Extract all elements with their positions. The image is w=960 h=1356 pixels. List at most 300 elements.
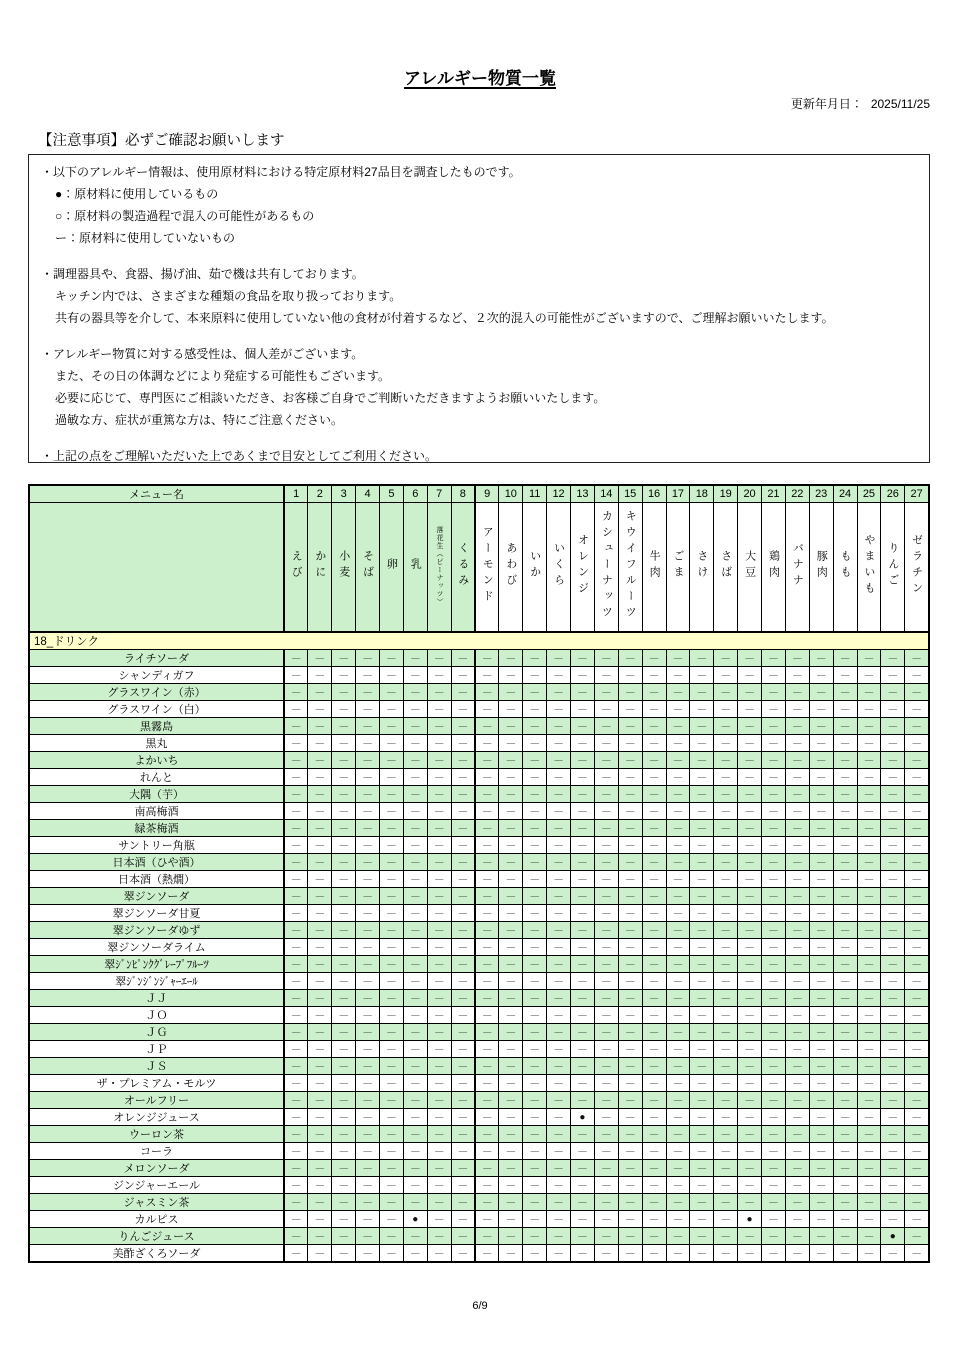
column-number-10: 10 <box>499 485 523 503</box>
allergen-name-13: オレンジ <box>571 503 595 633</box>
allergen-mark-none: － <box>738 990 762 1007</box>
allergen-mark-none: － <box>475 1126 499 1143</box>
allergen-mark-none: － <box>881 786 905 803</box>
allergen-mark-none: － <box>833 1160 857 1177</box>
allergen-mark-none: － <box>427 1041 451 1058</box>
allergen-mark-none: － <box>523 871 547 888</box>
allergen-mark-none: － <box>857 837 881 854</box>
allergen-mark-none: － <box>356 1194 380 1211</box>
allergen-mark-none: － <box>762 1058 786 1075</box>
allergen-mark-none: － <box>308 888 332 905</box>
allergen-mark-none: － <box>905 1245 929 1263</box>
allergen-mark-none: － <box>785 1041 809 1058</box>
allergen-mark-none: － <box>332 973 356 990</box>
allergen-mark-none: － <box>547 684 571 701</box>
allergen-mark-none: － <box>881 1143 905 1160</box>
allergen-mark-none: － <box>690 1007 714 1024</box>
allergen-mark-none: － <box>380 1228 404 1245</box>
menu-name-cell: ウーロン茶 <box>29 1126 284 1143</box>
allergen-mark-none: － <box>666 1211 690 1228</box>
allergen-name-16: 牛肉 <box>642 503 666 633</box>
allergen-mark-none: － <box>738 735 762 752</box>
menu-name-cell: 翠ジンソーダゆず <box>29 922 284 939</box>
allergen-mark-none: － <box>427 1126 451 1143</box>
allergen-mark-none: － <box>499 769 523 786</box>
allergen-mark-none: － <box>332 701 356 718</box>
allergen-mark-none: － <box>690 701 714 718</box>
allergen-mark-none: － <box>571 837 595 854</box>
allergen-mark-none: － <box>308 956 332 973</box>
allergen-mark-none: － <box>809 973 833 990</box>
allergen-mark-none: － <box>594 718 618 735</box>
menu-row <box>29 990 929 1007</box>
allergen-mark-none: － <box>666 854 690 871</box>
allergen-mark-none: － <box>714 820 738 837</box>
menu-name-cell: ライチソーダ <box>29 650 284 667</box>
allergen-mark-none: － <box>762 1126 786 1143</box>
allergen-mark-none: － <box>738 1160 762 1177</box>
allergen-mark-none: － <box>881 1245 905 1263</box>
column-number-25: 25 <box>857 485 881 503</box>
allergen-mark-none: － <box>905 1075 929 1092</box>
allergen-mark-none: － <box>809 854 833 871</box>
allergen-mark-none: － <box>785 837 809 854</box>
allergen-mark-none: － <box>403 990 427 1007</box>
allergen-mark-none: － <box>308 1126 332 1143</box>
allergen-mark-none: － <box>809 1245 833 1263</box>
allergen-mark-none: － <box>403 820 427 837</box>
allergen-mark-none: － <box>857 888 881 905</box>
allergen-mark-none: － <box>475 1007 499 1024</box>
allergen-mark-none: － <box>403 1245 427 1263</box>
allergen-mark-none: － <box>571 735 595 752</box>
menu-row <box>29 769 929 786</box>
menu-name-cell: ＪＳ <box>29 1058 284 1075</box>
allergen-mark-none: － <box>356 973 380 990</box>
allergen-mark-none: － <box>666 1024 690 1041</box>
allergen-mark-none: － <box>738 820 762 837</box>
allergen-mark-none: － <box>642 684 666 701</box>
allergen-mark-none: － <box>547 871 571 888</box>
allergen-mark-none: － <box>857 1143 881 1160</box>
allergen-mark-none: － <box>308 854 332 871</box>
menu-name-cell: 翠ｼﾞﾝｼﾞﾝｼﾞｬｰｴｰﾙ <box>29 973 284 990</box>
allergen-mark-none: － <box>451 956 475 973</box>
allergen-mark-none: － <box>571 667 595 684</box>
allergen-mark-none: － <box>833 871 857 888</box>
allergen-mark-none: － <box>380 820 404 837</box>
allergen-mark-none: － <box>451 786 475 803</box>
allergen-mark-none: － <box>284 735 308 752</box>
allergen-mark-none: － <box>332 718 356 735</box>
allergen-mark-none: － <box>332 1024 356 1041</box>
allergen-mark-none: － <box>738 803 762 820</box>
allergen-mark-none: － <box>571 973 595 990</box>
allergen-mark-none: － <box>642 1160 666 1177</box>
allergen-mark-none: － <box>427 1211 451 1228</box>
allergen-mark-none: － <box>403 1126 427 1143</box>
allergen-mark-none: － <box>714 1092 738 1109</box>
allergen-mark-none: － <box>881 803 905 820</box>
allergen-mark-none: － <box>427 735 451 752</box>
allergen-mark-none: － <box>618 990 642 1007</box>
column-number-11: 11 <box>523 485 547 503</box>
allergen-mark-none: － <box>642 1245 666 1263</box>
allergen-mark-none: － <box>284 803 308 820</box>
menu-column-header: メニュー名 <box>29 485 284 503</box>
allergen-mark-none: － <box>762 837 786 854</box>
allergen-mark-none: － <box>857 786 881 803</box>
notice-line: ・以下のアレルギー情報は、使用原材料における特定原材料27品目を調査したものです。 <box>41 165 521 179</box>
allergen-mark-none: － <box>881 1041 905 1058</box>
allergen-mark-none: － <box>284 1160 308 1177</box>
allergen-mark-none: － <box>451 990 475 1007</box>
allergen-mark-none: － <box>499 1245 523 1263</box>
allergen-mark-none: － <box>380 1092 404 1109</box>
allergen-mark-none: － <box>284 1041 308 1058</box>
allergen-mark-none: － <box>403 803 427 820</box>
allergen-mark-none: － <box>690 1245 714 1263</box>
allergen-mark-none: － <box>380 701 404 718</box>
allergen-mark-none: － <box>714 769 738 786</box>
allergen-mark-none: － <box>332 786 356 803</box>
allergen-mark-none: － <box>738 701 762 718</box>
allergen-mark-none: － <box>881 1160 905 1177</box>
allergen-mark-none: － <box>690 922 714 939</box>
menu-name-cell: 翠ｼﾞﾝﾋﾟﾝｸｸﾞﾚｰﾌﾟﾌﾙｰﾂ <box>29 956 284 973</box>
allergen-mark-used: ● <box>738 1211 762 1228</box>
allergen-name-15: キウイフルーツ <box>618 503 642 633</box>
allergen-name-18: さけ <box>690 503 714 633</box>
allergen-mark-none: － <box>308 650 332 667</box>
allergen-mark-none: － <box>356 684 380 701</box>
allergen-mark-none: － <box>475 1024 499 1041</box>
allergen-mark-none: － <box>833 888 857 905</box>
allergen-mark-none: － <box>594 837 618 854</box>
allergen-mark-none: － <box>905 1228 929 1245</box>
allergen-mark-none: － <box>451 1194 475 1211</box>
allergen-mark-none: － <box>499 1160 523 1177</box>
allergen-mark-none: － <box>809 752 833 769</box>
allergen-mark-none: － <box>642 650 666 667</box>
allergen-mark-none: － <box>356 939 380 956</box>
allergen-mark-none: － <box>499 667 523 684</box>
allergen-mark-none: － <box>308 735 332 752</box>
allergen-mark-none: － <box>380 888 404 905</box>
allergen-mark-none: － <box>690 1143 714 1160</box>
allergen-mark-none: － <box>427 1177 451 1194</box>
allergen-mark-none: － <box>642 1092 666 1109</box>
allergen-mark-none: － <box>905 803 929 820</box>
allergen-mark-none: － <box>690 786 714 803</box>
allergen-mark-none: － <box>523 1041 547 1058</box>
allergen-mark-none: － <box>284 769 308 786</box>
allergen-mark-none: － <box>523 1126 547 1143</box>
allergen-mark-none: － <box>785 1160 809 1177</box>
allergen-mark-none: － <box>642 1194 666 1211</box>
allergen-mark-none: － <box>809 1075 833 1092</box>
allergen-mark-none: － <box>475 1194 499 1211</box>
allergen-mark-none: － <box>666 650 690 667</box>
allergen-mark-none: － <box>857 1211 881 1228</box>
allergen-mark-none: － <box>451 871 475 888</box>
allergen-mark-none: － <box>809 1058 833 1075</box>
allergen-mark-none: － <box>738 1041 762 1058</box>
allergen-mark-none: － <box>809 718 833 735</box>
allergen-mark-used: ● <box>571 1109 595 1126</box>
allergen-mark-none: － <box>905 752 929 769</box>
allergen-mark-none: － <box>809 684 833 701</box>
allergen-mark-none: － <box>427 854 451 871</box>
allergen-mark-none: － <box>499 990 523 1007</box>
allergen-mark-none: － <box>785 922 809 939</box>
column-number-6: 6 <box>403 485 427 503</box>
allergen-mark-none: － <box>809 1228 833 1245</box>
allergen-mark-none: － <box>499 854 523 871</box>
menu-name-cell: メロンソーダ <box>29 1160 284 1177</box>
allergen-mark-none: － <box>332 1160 356 1177</box>
allergen-mark-none: － <box>594 786 618 803</box>
allergen-mark-none: － <box>284 1177 308 1194</box>
allergen-mark-none: － <box>762 922 786 939</box>
allergen-mark-none: － <box>451 1228 475 1245</box>
allergen-name-2: かに <box>308 503 332 633</box>
menu-name-cell: コーラ <box>29 1143 284 1160</box>
allergen-mark-none: － <box>571 752 595 769</box>
allergen-mark-none: － <box>547 956 571 973</box>
allergen-mark-none: － <box>785 1109 809 1126</box>
allergen-mark-none: － <box>427 922 451 939</box>
allergen-mark-none: － <box>690 1126 714 1143</box>
allergen-mark-none: － <box>523 769 547 786</box>
allergen-mark-none: － <box>308 973 332 990</box>
allergen-mark-none: － <box>427 820 451 837</box>
allergen-mark-none: － <box>881 1109 905 1126</box>
allergen-mark-none: － <box>881 1211 905 1228</box>
allergen-mark-none: － <box>284 1211 308 1228</box>
allergen-mark-none: － <box>451 1177 475 1194</box>
allergen-mark-none: － <box>762 1075 786 1092</box>
allergen-mark-none: － <box>547 990 571 1007</box>
allergen-mark-none: － <box>738 1194 762 1211</box>
allergen-mark-none: － <box>857 1007 881 1024</box>
allergen-mark-none: － <box>762 1041 786 1058</box>
allergen-mark-none: － <box>547 735 571 752</box>
allergen-mark-none: － <box>785 1143 809 1160</box>
allergen-mark-none: － <box>618 735 642 752</box>
allergen-mark-none: － <box>809 871 833 888</box>
allergen-mark-none: － <box>380 871 404 888</box>
allergen-mark-none: － <box>714 803 738 820</box>
menu-row <box>29 752 929 769</box>
allergen-mark-none: － <box>284 667 308 684</box>
allergen-mark-none: － <box>427 1024 451 1041</box>
column-number-16: 16 <box>642 485 666 503</box>
allergen-mark-none: － <box>475 650 499 667</box>
allergen-mark-none: － <box>881 871 905 888</box>
allergen-mark-none: － <box>857 1075 881 1092</box>
allergen-mark-none: － <box>451 735 475 752</box>
allergen-mark-none: － <box>427 1194 451 1211</box>
allergen-mark-none: － <box>571 1007 595 1024</box>
allergen-mark-none: － <box>308 1245 332 1263</box>
allergen-mark-none: － <box>308 803 332 820</box>
allergen-mark-none: － <box>809 939 833 956</box>
allergen-mark-none: － <box>690 769 714 786</box>
allergen-mark-none: － <box>666 939 690 956</box>
allergen-mark-none: － <box>594 973 618 990</box>
allergen-mark-none: － <box>523 1228 547 1245</box>
allergen-mark-none: － <box>523 735 547 752</box>
allergen-mark-none: － <box>451 1126 475 1143</box>
allergen-mark-none: － <box>690 1075 714 1092</box>
allergen-mark-none: － <box>881 990 905 1007</box>
allergen-mark-none: － <box>738 1092 762 1109</box>
allergen-mark-none: － <box>618 684 642 701</box>
allergen-mark-none: － <box>284 701 308 718</box>
allergen-mark-none: － <box>475 1143 499 1160</box>
allergen-mark-none: － <box>523 1075 547 1092</box>
column-number-12: 12 <box>547 485 571 503</box>
allergen-mark-none: － <box>523 803 547 820</box>
allergen-mark-none: － <box>475 701 499 718</box>
allergen-mark-none: － <box>475 718 499 735</box>
allergen-mark-none: － <box>571 684 595 701</box>
allergen-mark-none: － <box>284 939 308 956</box>
notice-line: また、その日の体調などにより発症する可能性もございます。 <box>55 369 391 383</box>
allergen-mark-none: － <box>833 1228 857 1245</box>
allergen-mark-none: － <box>642 1007 666 1024</box>
allergen-mark-none: － <box>547 939 571 956</box>
allergen-mark-none: － <box>642 837 666 854</box>
allergen-mark-none: － <box>905 1092 929 1109</box>
allergen-mark-none: － <box>809 820 833 837</box>
allergen-mark-none: － <box>523 1058 547 1075</box>
allergen-mark-none: － <box>380 1245 404 1263</box>
allergen-mark-none: － <box>714 1041 738 1058</box>
allergen-mark-none: － <box>427 990 451 1007</box>
allergen-mark-none: － <box>905 854 929 871</box>
allergen-mark-none: － <box>571 922 595 939</box>
allergen-mark-none: － <box>332 956 356 973</box>
allergen-mark-none: － <box>833 1092 857 1109</box>
allergen-mark-none: － <box>642 1075 666 1092</box>
allergen-mark-none: － <box>403 1109 427 1126</box>
allergen-mark-none: － <box>642 1126 666 1143</box>
allergen-mark-none: － <box>499 1041 523 1058</box>
allergen-mark-none: － <box>785 888 809 905</box>
allergen-mark-none: － <box>380 718 404 735</box>
menu-row <box>29 1075 929 1092</box>
allergen-mark-none: － <box>284 956 308 973</box>
allergen-mark-none: － <box>714 650 738 667</box>
allergen-mark-none: － <box>547 650 571 667</box>
allergen-mark-none: － <box>332 905 356 922</box>
allergen-mark-none: － <box>356 1211 380 1228</box>
allergen-mark-none: － <box>547 701 571 718</box>
allergen-mark-none: － <box>332 990 356 1007</box>
allergen-mark-none: － <box>284 888 308 905</box>
allergen-mark-none: － <box>499 905 523 922</box>
allergen-mark-none: － <box>499 956 523 973</box>
allergen-mark-none: － <box>785 735 809 752</box>
allergen-mark-none: － <box>380 769 404 786</box>
allergen-mark-none: － <box>523 939 547 956</box>
allergen-mark-none: － <box>571 888 595 905</box>
allergen-mark-none: － <box>905 939 929 956</box>
notice-line: キッチン内では、さまざまな種類の食品を取り扱っております。 <box>55 289 402 303</box>
allergen-mark-none: － <box>427 769 451 786</box>
allergen-mark-none: － <box>332 803 356 820</box>
allergen-mark-none: － <box>881 854 905 871</box>
allergen-mark-none: － <box>451 820 475 837</box>
allergen-mark-none: － <box>427 1160 451 1177</box>
allergen-name-17: ごま <box>666 503 690 633</box>
allergen-mark-none: － <box>594 735 618 752</box>
allergen-mark-none: － <box>380 1126 404 1143</box>
menu-row <box>29 684 929 701</box>
allergen-mark-none: － <box>618 718 642 735</box>
allergen-mark-none: － <box>905 1143 929 1160</box>
allergen-mark-none: － <box>738 1177 762 1194</box>
allergen-mark-none: － <box>475 1177 499 1194</box>
allergen-mark-none: － <box>571 939 595 956</box>
allergen-mark-none: － <box>618 1058 642 1075</box>
allergen-mark-none: － <box>714 1194 738 1211</box>
allergen-mark-none: － <box>714 1160 738 1177</box>
page-title: アレルギー物質一覧 <box>404 69 556 88</box>
allergen-mark-none: － <box>738 956 762 973</box>
allergen-name-10: あわび <box>499 503 523 633</box>
menu-row <box>29 701 929 718</box>
allergen-mark-none: － <box>618 1041 642 1058</box>
allergen-mark-none: － <box>427 1075 451 1092</box>
allergen-mark-none: － <box>762 1007 786 1024</box>
allergen-mark-none: － <box>642 990 666 1007</box>
allergen-mark-none: － <box>451 650 475 667</box>
allergen-mark-none: － <box>356 803 380 820</box>
allergen-mark-none: － <box>523 956 547 973</box>
allergen-mark-none: － <box>690 1177 714 1194</box>
allergen-mark-none: － <box>714 1228 738 1245</box>
allergen-mark-none: － <box>905 1024 929 1041</box>
allergen-name-26: りんご <box>881 503 905 633</box>
allergen-mark-none: － <box>785 1177 809 1194</box>
update-date <box>791 95 930 112</box>
allergen-mark-none: － <box>833 735 857 752</box>
allergen-mark-none: － <box>666 786 690 803</box>
notice-line: ○：原材料の製造過程で混入の可能性があるもの <box>55 209 315 223</box>
allergen-mark-none: － <box>714 667 738 684</box>
allergen-mark-none: － <box>308 990 332 1007</box>
allergen-name-25: やまいも <box>857 503 881 633</box>
allergen-mark-none: － <box>308 1024 332 1041</box>
allergen-mark-none: － <box>308 837 332 854</box>
allergen-mark-none: － <box>809 956 833 973</box>
allergen-mark-none: － <box>618 939 642 956</box>
allergen-mark-none: － <box>380 1177 404 1194</box>
allergen-mark-none: － <box>451 684 475 701</box>
allergen-mark-none: － <box>594 1126 618 1143</box>
allergen-mark-none: － <box>571 1126 595 1143</box>
allergen-mark-none: － <box>618 854 642 871</box>
menu-row <box>29 939 929 956</box>
allergen-mark-none: － <box>284 1109 308 1126</box>
allergen-mark-none: － <box>332 888 356 905</box>
allergen-mark-none: － <box>666 1058 690 1075</box>
menu-name-cell: 翠ジンソーダ甘夏 <box>29 905 284 922</box>
allergen-mark-none: － <box>714 1007 738 1024</box>
